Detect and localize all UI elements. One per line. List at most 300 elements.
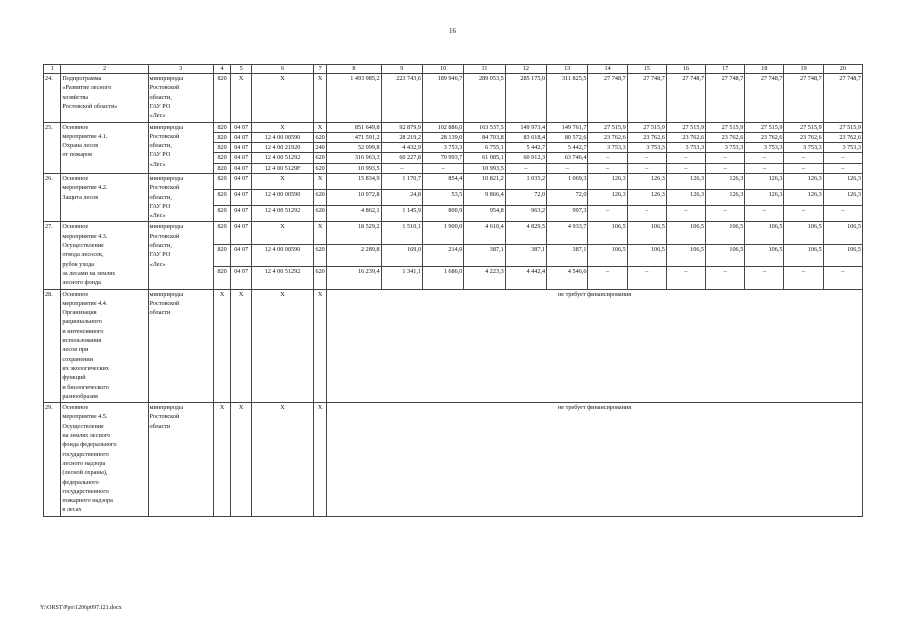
table-cell: 04 07 xyxy=(231,173,252,189)
activity-name-line: хозяйства xyxy=(62,93,89,101)
activity-name-line: Подпрограмма xyxy=(62,75,102,82)
table-cell: 149 973,4 xyxy=(505,122,546,132)
table-cell: 23 762,6 xyxy=(706,132,745,142)
table-cell: – xyxy=(588,267,627,289)
table-row xyxy=(44,289,863,403)
table-cell: 18 529,2 xyxy=(327,222,381,244)
activity-name-line: государственного xyxy=(62,487,109,495)
table-cell: 820 xyxy=(213,163,230,173)
executor-line: ГАУ РО xyxy=(149,151,171,159)
activity-name-line: лесного надзора xyxy=(62,459,106,467)
table-cell: 10 972,8 xyxy=(327,190,381,206)
column-header: 12 xyxy=(505,65,546,74)
executor-line: минприроды xyxy=(149,75,184,82)
activity-name-line: федерального xyxy=(62,478,99,486)
table-cell: 126,3 xyxy=(823,190,862,206)
row-number: 27. xyxy=(44,222,61,289)
table-cell: 126,3 xyxy=(588,173,627,189)
table-cell: 126,3 xyxy=(706,190,745,206)
table-cell: 23 762,6 xyxy=(784,132,823,142)
table-cell: Х xyxy=(252,289,314,403)
table-cell: – xyxy=(784,267,823,289)
activity-name xyxy=(61,403,148,517)
column-header: 9 xyxy=(381,65,422,74)
executor-line: ГАУ РО xyxy=(149,251,171,259)
table-cell: 3 753,3 xyxy=(666,143,705,153)
table-cell: – xyxy=(823,267,862,289)
table-cell: 820 xyxy=(213,190,230,206)
table-cell: 620 xyxy=(314,244,327,266)
table-cell: – xyxy=(745,163,784,173)
table-cell: 1 686,0 xyxy=(422,267,463,289)
table-cell: 04 07 xyxy=(231,190,252,206)
table-cell: 04 07 xyxy=(231,163,252,173)
activity-name-line: (лесной охраны), xyxy=(62,469,108,477)
table-cell: 27 515,9 xyxy=(823,122,862,132)
activity-name-line: разнообразия xyxy=(62,392,98,400)
table-cell: 04 07 xyxy=(231,132,252,142)
table-cell: 10 993,5 xyxy=(464,163,505,173)
activity-name-line: Охрана лесов xyxy=(62,142,99,150)
table-cell: 92 879,9 xyxy=(381,122,422,132)
table-cell: 80 572,6 xyxy=(547,132,588,142)
executor-line: Ростовской xyxy=(149,413,180,421)
table-cell: 4 442,4 xyxy=(505,267,546,289)
executor-line: «Лес» xyxy=(149,160,166,168)
table-cell: 23 762,6 xyxy=(666,132,705,142)
executor-line: минприроды xyxy=(149,223,184,231)
executor-line: Ростовской xyxy=(149,184,180,192)
table-cell: 27 515,9 xyxy=(706,122,745,132)
table-cell: 106,5 xyxy=(823,244,862,266)
table-cell: 1 145,9 xyxy=(381,206,422,222)
table-cell: 126,3 xyxy=(706,173,745,189)
table-cell: 4 610,4 xyxy=(464,222,505,244)
activity-name-line: от пожаров xyxy=(62,151,93,159)
table-cell: 12 4 00 21920 xyxy=(252,143,314,153)
table-cell: – xyxy=(745,206,784,222)
table-cell: 12 4 00 51292 xyxy=(252,267,314,289)
row-number: 25. xyxy=(44,122,61,173)
column-header: 11 xyxy=(464,65,505,74)
column-header: 1 xyxy=(44,65,61,74)
column-header: 13 xyxy=(547,65,588,74)
table-cell: 387,1 xyxy=(464,244,505,266)
table-cell: 106,5 xyxy=(745,244,784,266)
table-cell: 28 139,0 xyxy=(422,132,463,142)
table-cell: 60 912,3 xyxy=(505,153,546,163)
executor-line: области, xyxy=(149,93,172,101)
activity-name-line: Основное xyxy=(62,123,89,131)
table-cell: 3 753,3 xyxy=(627,143,666,153)
table-cell: 4 432,9 xyxy=(381,143,422,153)
table-cell: – xyxy=(823,163,862,173)
table-cell: 16 239,4 xyxy=(327,267,381,289)
executor-line: ГАУ РО xyxy=(149,102,171,110)
executor-line: минприроды xyxy=(149,404,184,412)
column-header: 16 xyxy=(666,65,705,74)
activity-name-line: Основное xyxy=(62,223,89,231)
table-cell: 851 649,8 xyxy=(327,122,381,132)
activity-name-line: Основное xyxy=(62,290,89,298)
table-cell: 106,5 xyxy=(784,222,823,244)
activity-name-line: мероприятие 4.4. xyxy=(62,299,108,307)
table-cell: – xyxy=(381,163,422,173)
table-cell: 1 341,1 xyxy=(381,267,422,289)
activity-name-line: мероприятие 4.1. xyxy=(62,132,108,140)
table-cell: 169,0 xyxy=(381,244,422,266)
table-cell: 72,0 xyxy=(505,190,546,206)
table-cell: – xyxy=(627,153,666,163)
activity-name-line: Осуществление xyxy=(62,242,104,250)
table-cell: 820 xyxy=(213,267,230,289)
table-cell: 83 618,4 xyxy=(505,132,546,142)
table-cell: 189 946,7 xyxy=(422,74,463,123)
table-cell: 04 07 xyxy=(231,122,252,132)
executor-line: области, xyxy=(149,242,172,250)
table-cell: Х xyxy=(252,173,314,189)
table-cell: 387,1 xyxy=(547,244,588,266)
table-cell: 126,3 xyxy=(627,190,666,206)
table-cell: 820 xyxy=(213,143,230,153)
activity-name xyxy=(61,222,148,289)
table-cell: 1 510,1 xyxy=(381,222,422,244)
table-cell: 04 07 xyxy=(231,153,252,163)
activity-name-line: их экологических xyxy=(62,364,109,372)
table-cell: 12 4 00 51292 xyxy=(252,206,314,222)
table-cell: – xyxy=(745,153,784,163)
table-cell: 6 755,1 xyxy=(464,143,505,153)
activity-name-line: Ростовской области» xyxy=(62,102,118,110)
executor xyxy=(148,222,213,289)
table-cell: 106,5 xyxy=(666,222,705,244)
table-cell: 5 442,7 xyxy=(547,143,588,153)
table-cell: 63 746,4 xyxy=(547,153,588,163)
table-cell: 820 xyxy=(213,132,230,142)
table-cell: – xyxy=(547,163,588,173)
table-cell: Х xyxy=(314,403,327,517)
table-cell: 126,3 xyxy=(784,190,823,206)
activity-name-line: на землях лесного xyxy=(62,432,111,440)
table-cell: 106,5 xyxy=(745,222,784,244)
table-cell: Х xyxy=(314,289,327,403)
table-cell: – xyxy=(422,163,463,173)
activity-name-line: и интенсивного xyxy=(62,327,104,335)
table-cell: 04 07 xyxy=(231,222,252,244)
table-cell: – xyxy=(588,153,627,163)
table-cell: 4 829,5 xyxy=(505,222,546,244)
column-header: 8 xyxy=(327,65,381,74)
table-cell: 126,3 xyxy=(666,190,705,206)
table-cell: 620 xyxy=(315,133,325,141)
table-cell: 53,5 xyxy=(422,190,463,206)
table-cell: 12 4 00 00590 xyxy=(252,190,314,206)
table-row xyxy=(44,403,863,517)
activity-name-line: лесов при xyxy=(62,346,89,354)
table-cell: 820 xyxy=(213,244,230,266)
table-cell: 954,8 xyxy=(464,206,505,222)
table-cell: 27 748,7 xyxy=(823,74,862,123)
table-cell: 1 035,2 xyxy=(505,173,546,189)
table-cell: 106,5 xyxy=(588,244,627,266)
table-cell: 9 866,4 xyxy=(464,190,505,206)
table-cell: 4 223,3 xyxy=(464,267,505,289)
row-number: 29. xyxy=(44,403,61,517)
activity-name-line: и биологического xyxy=(62,383,109,391)
activity-name-line: использования xyxy=(62,337,102,345)
table-row xyxy=(44,173,863,189)
executor xyxy=(148,289,213,403)
executor-line: минприроды xyxy=(149,174,184,182)
table-cell: 620 xyxy=(315,164,325,172)
table-cell: 12 4 00 00590 xyxy=(252,244,314,266)
column-header: 2 xyxy=(61,65,148,74)
table-cell: 387,1 xyxy=(505,244,546,266)
table-cell: 1 493 985,2 xyxy=(327,74,381,123)
table-cell: 311 825,5 xyxy=(547,74,588,123)
budget-table xyxy=(43,64,863,517)
table-cell: 285 175,0 xyxy=(505,74,546,123)
activity-name-line: рубок ухода xyxy=(62,260,95,268)
column-header: 17 xyxy=(706,65,745,74)
activity-name-line: Осуществление xyxy=(62,422,104,430)
table-cell: 10 821,2 xyxy=(464,173,505,189)
table-cell: Х xyxy=(231,289,252,403)
table-cell: 126,3 xyxy=(745,173,784,189)
table-cell: 3 753,3 xyxy=(422,143,463,153)
column-header: 4 xyxy=(213,65,230,74)
column-header: 14 xyxy=(588,65,627,74)
table-cell: 27 515,9 xyxy=(784,122,823,132)
activity-name-line: мероприятие 4.2. xyxy=(62,184,108,192)
executor-line: «Лес» xyxy=(149,212,166,220)
executor xyxy=(148,173,213,221)
executor-line: Ростовской xyxy=(149,132,180,140)
table-cell: 963,2 xyxy=(505,206,546,222)
table-cell: 3 753,3 xyxy=(784,143,823,153)
table-cell: – xyxy=(745,267,784,289)
table-cell: 820 xyxy=(213,222,230,244)
column-header: 5 xyxy=(231,65,252,74)
table-cell: 1 170,7 xyxy=(381,173,422,189)
table-cell: – xyxy=(666,153,705,163)
table-cell: – xyxy=(706,163,745,173)
funding-note: не требует финансирования xyxy=(327,289,863,403)
table-cell: – xyxy=(823,206,862,222)
table-cell: 23 762,6 xyxy=(823,132,862,142)
table-cell: Х xyxy=(314,122,327,132)
table-cell: – xyxy=(666,163,705,173)
table-cell: 4 546,6 xyxy=(547,267,588,289)
activity-name-line: пожарного надзора xyxy=(62,497,113,505)
table-row xyxy=(44,122,863,132)
table-cell: 04 07 xyxy=(231,267,252,289)
activity-name-line: мероприятие 4.5. xyxy=(62,413,108,421)
activity-name xyxy=(61,289,148,403)
column-header: 20 xyxy=(823,65,862,74)
table-cell: 106,5 xyxy=(823,222,862,244)
table-cell: 223 743,6 xyxy=(381,74,422,123)
activity-name-line: отвода лесосек, xyxy=(62,251,104,259)
executor-line: минприроды xyxy=(149,123,184,131)
activity-name-line: функций xyxy=(62,374,86,382)
table-cell: 15 834,9 xyxy=(327,173,381,189)
table-cell: 620 xyxy=(314,190,327,206)
table-cell: 4 933,7 xyxy=(547,222,588,244)
table-cell: 820 xyxy=(213,74,230,123)
table-cell: 620 xyxy=(315,154,325,162)
table-cell: 149 761,7 xyxy=(547,122,588,132)
column-header: 10 xyxy=(422,65,463,74)
table-cell: 84 703,8 xyxy=(464,132,505,142)
executor-line: области xyxy=(149,422,171,430)
executor-line: «Лес» xyxy=(149,112,166,120)
table-cell: Х xyxy=(252,74,314,123)
table-cell: – xyxy=(627,267,666,289)
table-cell: 3 753,3 xyxy=(823,143,862,153)
row-number: 24. xyxy=(44,74,61,123)
table-cell: 800,9 xyxy=(422,206,463,222)
table-cell: – xyxy=(666,206,705,222)
table-cell: 2 289,8 xyxy=(327,244,381,266)
table-cell: 471 591,2 xyxy=(327,132,381,142)
table-cell: 214,0 xyxy=(422,244,463,266)
table-cell: 289 053,5 xyxy=(464,74,505,123)
table-cell: 316 963,3 xyxy=(327,153,381,163)
activity-name-line: лесного фонда xyxy=(62,279,101,287)
table-cell: 10 993,5 xyxy=(327,163,381,173)
table-cell: 3 753,3 xyxy=(588,143,627,153)
table-body xyxy=(44,65,863,517)
table-cell: 23 762,6 xyxy=(588,132,627,142)
table-cell: 27 748,7 xyxy=(627,74,666,123)
table-cell: Х xyxy=(314,222,327,244)
activity-name xyxy=(61,122,148,173)
table-cell: 106,5 xyxy=(666,244,705,266)
table-cell: 3 753,3 xyxy=(706,143,745,153)
table-cell: 126,3 xyxy=(666,173,705,189)
table-cell: 27 515,9 xyxy=(745,122,784,132)
table-cell: – xyxy=(627,163,666,173)
table-cell: 126,3 xyxy=(627,173,666,189)
table-cell: Х xyxy=(252,222,314,244)
table-cell: 126,3 xyxy=(784,173,823,189)
table-cell: 12 4 00 00590 xyxy=(252,132,314,142)
table-cell: Х xyxy=(231,74,252,123)
table-cell: 27 748,7 xyxy=(666,74,705,123)
table-row xyxy=(44,74,863,123)
table-cell: Х xyxy=(213,289,230,403)
table-cell: 620 xyxy=(314,267,327,289)
row-number: 26. xyxy=(44,173,61,221)
table-cell: 60 227,8 xyxy=(381,153,422,163)
table-cell: Х xyxy=(252,122,314,132)
table-cell: 820 xyxy=(213,173,230,189)
table-cell: 1 069,3 xyxy=(547,173,588,189)
executor-line: Ростовской xyxy=(149,299,180,307)
column-header: 18 xyxy=(745,65,784,74)
table-cell: 04 07 xyxy=(231,244,252,266)
table-cell: 106,5 xyxy=(588,222,627,244)
table-cell: 820 xyxy=(213,122,230,132)
table-cell: 52 099,8 xyxy=(327,143,381,153)
table-cell: 72,0 xyxy=(547,190,588,206)
table-cell: 27 515,9 xyxy=(588,122,627,132)
table-cell: 12 4 00 5129F xyxy=(252,163,314,173)
table-cell: 163 537,5 xyxy=(464,122,505,132)
executor xyxy=(148,403,213,517)
activity-name-line: Основное xyxy=(62,174,89,182)
activity-name-line: мероприятие 4.3. xyxy=(62,232,108,240)
table-cell: – xyxy=(666,267,705,289)
table-cell: 106,5 xyxy=(706,222,745,244)
activity-name-line: «Развитие лесного xyxy=(62,84,112,92)
activity-name-line: Защита лесов xyxy=(62,193,99,201)
table-cell: – xyxy=(784,163,823,173)
executor-line: области xyxy=(149,309,171,317)
table-cell: 3 753,3 xyxy=(745,143,784,153)
table-cell: – xyxy=(706,206,745,222)
activity-name-line: за лесами на землях xyxy=(62,269,116,277)
column-header: 7 xyxy=(314,65,327,74)
table-cell: – xyxy=(784,206,823,222)
activity-name-line: фонда федерального xyxy=(62,441,117,449)
activity-name xyxy=(61,173,148,221)
table-cell: 854,4 xyxy=(422,173,463,189)
activity-name-line: сохранении xyxy=(62,355,94,363)
activity-name xyxy=(61,74,148,123)
executor-line: «Лес» xyxy=(149,260,166,268)
executor-line: минприроды xyxy=(149,290,184,298)
executor-line: Ростовской xyxy=(149,232,180,240)
executor xyxy=(148,74,213,123)
column-header: 3 xyxy=(148,65,213,74)
row-number: 28. xyxy=(44,289,61,403)
activity-name-line: в лесах xyxy=(62,506,82,514)
table-cell: 106,5 xyxy=(627,244,666,266)
table-cell: 126,3 xyxy=(823,173,862,189)
table-cell: 12 4 00 51292 xyxy=(252,153,314,163)
table-cell: Х xyxy=(252,403,314,517)
table-cell: 27 748,7 xyxy=(784,74,823,123)
table-cell: 24,8 xyxy=(381,190,422,206)
executor-line: ГАУ РО xyxy=(149,202,171,210)
table-cell: – xyxy=(505,163,546,173)
table-cell: 27 748,7 xyxy=(588,74,627,123)
activity-name-line: Организация xyxy=(62,309,97,317)
activity-name-line: Основное xyxy=(62,404,89,412)
activity-name-line: государственного xyxy=(62,450,109,458)
page-number: 16 xyxy=(449,27,456,35)
table-cell: 28 219,2 xyxy=(381,132,422,142)
table-cell: 240 xyxy=(315,144,325,152)
table-cell: 1 900,0 xyxy=(422,222,463,244)
table-cell: 27 748,7 xyxy=(706,74,745,123)
executor-line: области, xyxy=(149,193,172,201)
table-cell: Х xyxy=(314,173,327,189)
table-cell: – xyxy=(823,153,862,163)
table-cell: – xyxy=(784,153,823,163)
table-cell: 620 xyxy=(314,206,327,222)
table-cell: 27 515,9 xyxy=(627,122,666,132)
executor-line: Ростовской xyxy=(149,84,180,92)
table-cell: 04 07 xyxy=(231,143,252,153)
table-cell: 5 442,7 xyxy=(505,143,546,153)
table-cell: – xyxy=(588,206,627,222)
table-cell: – xyxy=(627,206,666,222)
table-cell: 126,3 xyxy=(588,190,627,206)
table-cell: 106,5 xyxy=(627,222,666,244)
